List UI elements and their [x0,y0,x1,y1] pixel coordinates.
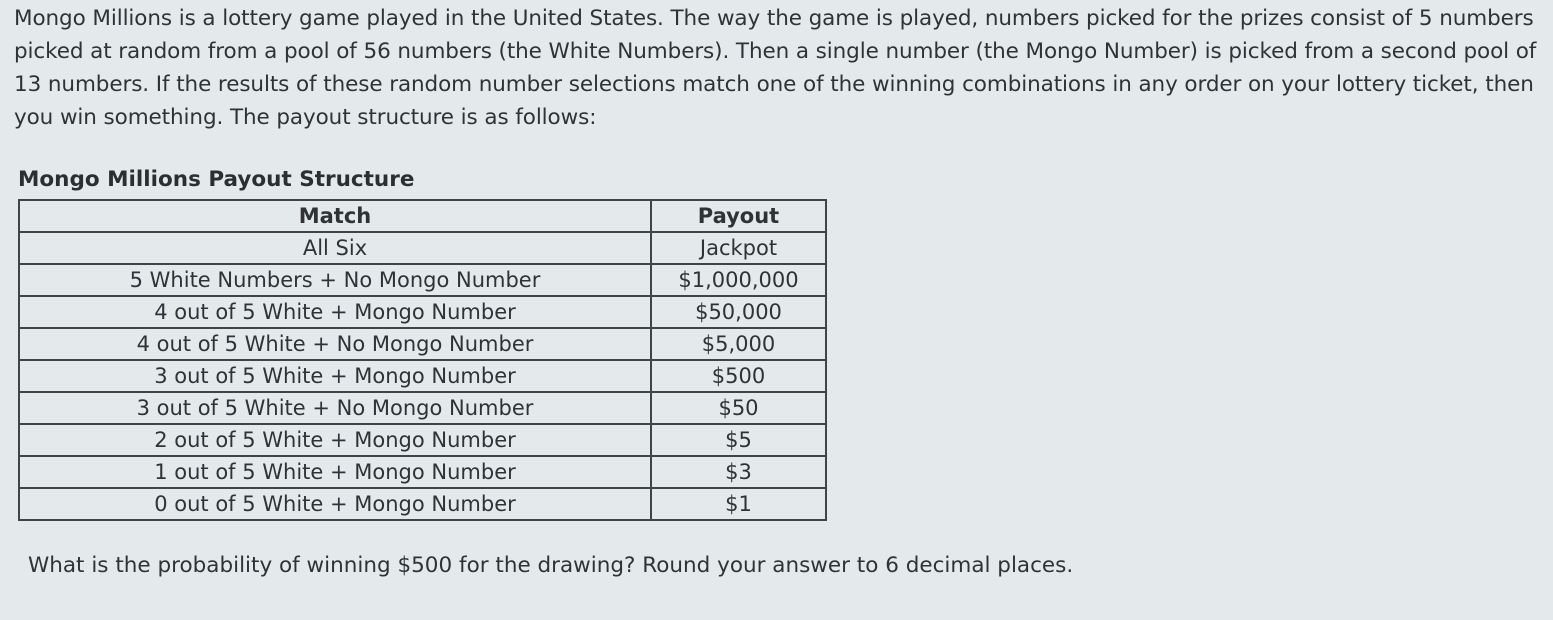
payout-cell: Jackpot [651,232,826,264]
problem-intro: Mongo Millions is a lottery game played in the United States. The way the game is played, numbers picked for the prizes consist of 5 numbers picked at random from a pool of 56 numbers (the White Numbers). Then a single number (the Mongo Number) is picked from a second pool of 13 numbers. If the results of these random number selections match one of the winning combinations in any order on your lottery ticket, then you win something. The payout structure is as follows: [14,6,1537,130]
table-title: Mongo Millions Payout Structure [18,167,415,192]
question-text: What is the probability of winning $500 for the drawing? Round your answer to 6 decimal places. [28,553,1074,578]
match-cell: 3 out of 5 White + No Mongo Number [19,392,651,424]
payout-cell: $3 [651,456,826,488]
header-match: Match [19,200,651,232]
match-cell: 3 out of 5 White + Mongo Number [19,360,651,392]
table-row [19,264,826,296]
table-header-row [19,200,826,232]
table-row [19,296,826,328]
payout-cell: $500 [651,360,826,392]
payout-table [18,199,827,521]
payout-cell: $1,000,000 [651,264,826,296]
match-cell: 4 out of 5 White + Mongo Number [19,296,651,328]
table-row [19,488,826,520]
table-row [19,360,826,392]
match-cell: All Six [19,232,651,264]
table-row [19,392,826,424]
payout-cell: $50,000 [651,296,826,328]
match-cell: 2 out of 5 White + Mongo Number [19,424,651,456]
table-row [19,328,826,360]
payout-cell: $50 [651,392,826,424]
match-cell: 1 out of 5 White + Mongo Number [19,456,651,488]
table-row [19,424,826,456]
table-row [19,456,826,488]
payout-cell: $5 [651,424,826,456]
table-row [19,232,826,264]
match-cell: 0 out of 5 White + Mongo Number [19,488,651,520]
header-payout: Payout [651,200,826,232]
match-cell: 4 out of 5 White + No Mongo Number [19,328,651,360]
payout-cell: $5,000 [651,328,826,360]
match-cell: 5 White Numbers + No Mongo Number [19,264,651,296]
payout-cell: $1 [651,488,826,520]
